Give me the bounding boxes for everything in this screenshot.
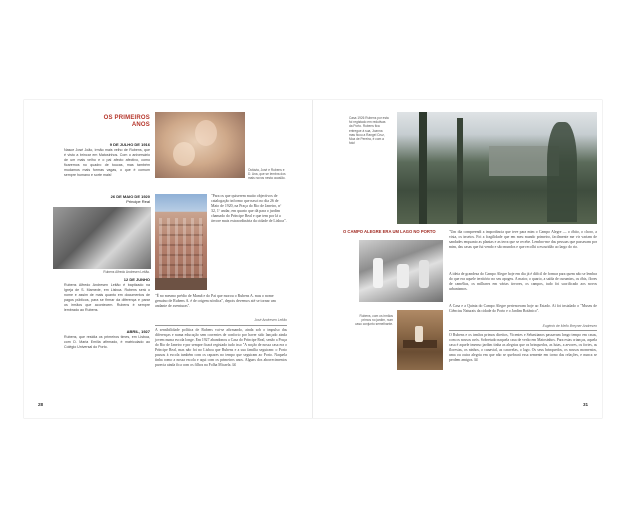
right-signature: Eugénio de Mello Breyner Andresen [542, 324, 597, 328]
birth-quote: "Para os que quiserem muito objectivos de catalogação informo que nasci no dia 26 de Maio de 1920, na Praça do Rio de Janeiro, nº 32, 1º andar, em quarto que dá para o jardim chamado do Príncipe Real e que tem por lá a árvore mais extraordinária da cidade de Lisboa". [211, 194, 287, 224]
left-signature: José Andresen Leitão [254, 318, 287, 322]
right-paragraph-1: "Um dia compreendi a importância que teve para mim o Campo Alegre — o óbito, o choro, a vista, os insetos. Foi a fragilidade que em meu mundo primeiro, facilmente me vir variam de sandades enquanto as plantas e as terra que se recebe. Lembro-me das pessoas que passavam por mim, das casas que fui vendo e são mundos e que recolhi a escuridão ao largo do rio. [449, 230, 597, 249]
boat-photo-caption: Rubens, com os irmãos primos no jardim, num caso conjunto semelhante. [355, 314, 393, 327]
date-heading-1: 9 DE JULHO DE 1916 [109, 142, 150, 147]
right-page [313, 100, 602, 418]
mother-child-portrait [155, 112, 245, 178]
portrait-caption: Octávia, José e Rubens e D. Ana, que se lembra dos mais novos nesta ocasião. [248, 168, 286, 181]
family-group-photo [359, 240, 443, 302]
book-spread [24, 100, 602, 418]
right-divider [449, 330, 597, 331]
paragraph-3: Rubens Alfredo Andresen Leitão é baptizado na Igreja de S. Mamede, em Lisboa. Rubens será o nome e assim de mais quanto em documentos de pagos públicos, para se firmar da diferença e parar os irmãos que acontecem. Rubens é sempre lembrado ao Rubens. [64, 283, 150, 312]
right-paragraph-2: A ideia de grandeza do Campo Alegre hoje em dia já é difícil de formar para quem não se lembra do que era aquele território no seu apogeu. A maior, o quarto, a saída de curumins, os óbis, flores de camélias, os milhares em várias árvores, os campos, tudo foi sacrificado aos novos urbanismos. [449, 272, 597, 291]
page-number-left: 28 [38, 402, 44, 407]
building-quote: "É no mesmo prédio de Mamã e do Pai que morou o Rubens A. mas o nome genuíno de Rubens A. é de origem nórdica", depois devemos até se tornar um andante de aventuras". [155, 294, 276, 309]
place-label-2: Principe Real [126, 199, 150, 204]
baby-photo-caption: Rubens Alfredo Andresen Leitão. [103, 270, 150, 274]
date-heading-3: 12 DE JUNHO [123, 277, 150, 282]
building-photo [155, 194, 207, 290]
campo-alegre-house-photo [397, 112, 597, 224]
left-bottom-text: A sensibilidade política de Rubens vai-se afirmando, ainda sob o impulso das diferenças e numa educação sem correntes de conforto por haver sido lançado ainda jovem numa escola longe. Em 1927 abandonou a Casa do Príncipe Real, senão a Praça do Rio de Janeiro e por sempre ficará registado tudo isso "A noção de nossa casa era o Príncipe Real, mas não foi no Lisboa que Rubens e a sua família seguiram: o Porto passou à escola também com os rapazes no tempo que seguiram ao Porto. Naquela tinha como a nossa escola e aqui com os primeiros anos. Alguns dos aborrecimentos parecia ainda fica com os filhos na Folha Micaela. ☒ [155, 328, 287, 367]
garden-photo-caption: Casa 1926 Rubens por esta foi registado em redutivas da Porto. Rubens fica entregue à sua, Joanna mas ficou a Rangel Cruz, Moa de Pereira, é com a foto! [349, 116, 389, 146]
right-bottom-text: O Rubens e os irmãos primos direitos, Vicentes e Sebastianos passavam longo tempo em casas, com os nossos avós. Sobretudo naquela casa de verão em Matosinhos. Para estas crianças, aquela casa é aquele imenso jardim tinha as alegrias que os brinquedos, as lutas, a arvores, os fortes, as florestas, os ninhos, o canavial, as caravelas, o lago. Os seus brinquedos, os nossos momentos, uma ou outra alegria em que não se quebrará essa semente em torno das relações, e nunca se perdem amigos. ☒ [449, 333, 597, 362]
paragraph-1: Nasce José João, irmão mais velho de Rubens, que é visto a brincar em Matosinhos. Com o aniversário de um mais velho e o pai afecto afectivo, como ficaremos no quadro de toucas, mas também mudamos mais formas vagas, o que é comum sempre humano e sorte mais! [64, 148, 150, 177]
left-page [24, 100, 313, 418]
right-paragraph-3: A Casa e a Quinta do Campo Alegre pertenceram hoje ao Estado. Aí foi instalado o "Museu de Ciências Naturais da cidade do Porto e o Jardim Botânico". [449, 304, 597, 313]
section-title: OS PRIMEIROS ANOS [103, 115, 150, 128]
date-heading-2: 26 DE MAIO DE 1920 [110, 194, 150, 199]
baby-photo [53, 207, 151, 269]
paragraph-4: Rubens, que residia os primeiros times, em Lisboa, com D. Maria Emília afirmado, é matriculado ao Colégio Universal do Porto. [64, 335, 150, 349]
page-number-right: 31 [583, 402, 589, 407]
date-heading-4: ABRIL, 1927 [126, 329, 150, 334]
left-divider [155, 325, 287, 326]
boat-photo [397, 310, 443, 370]
section-heading: O CAMPO ALEGRE ERA UM LAGO NO PORTO [343, 229, 436, 234]
